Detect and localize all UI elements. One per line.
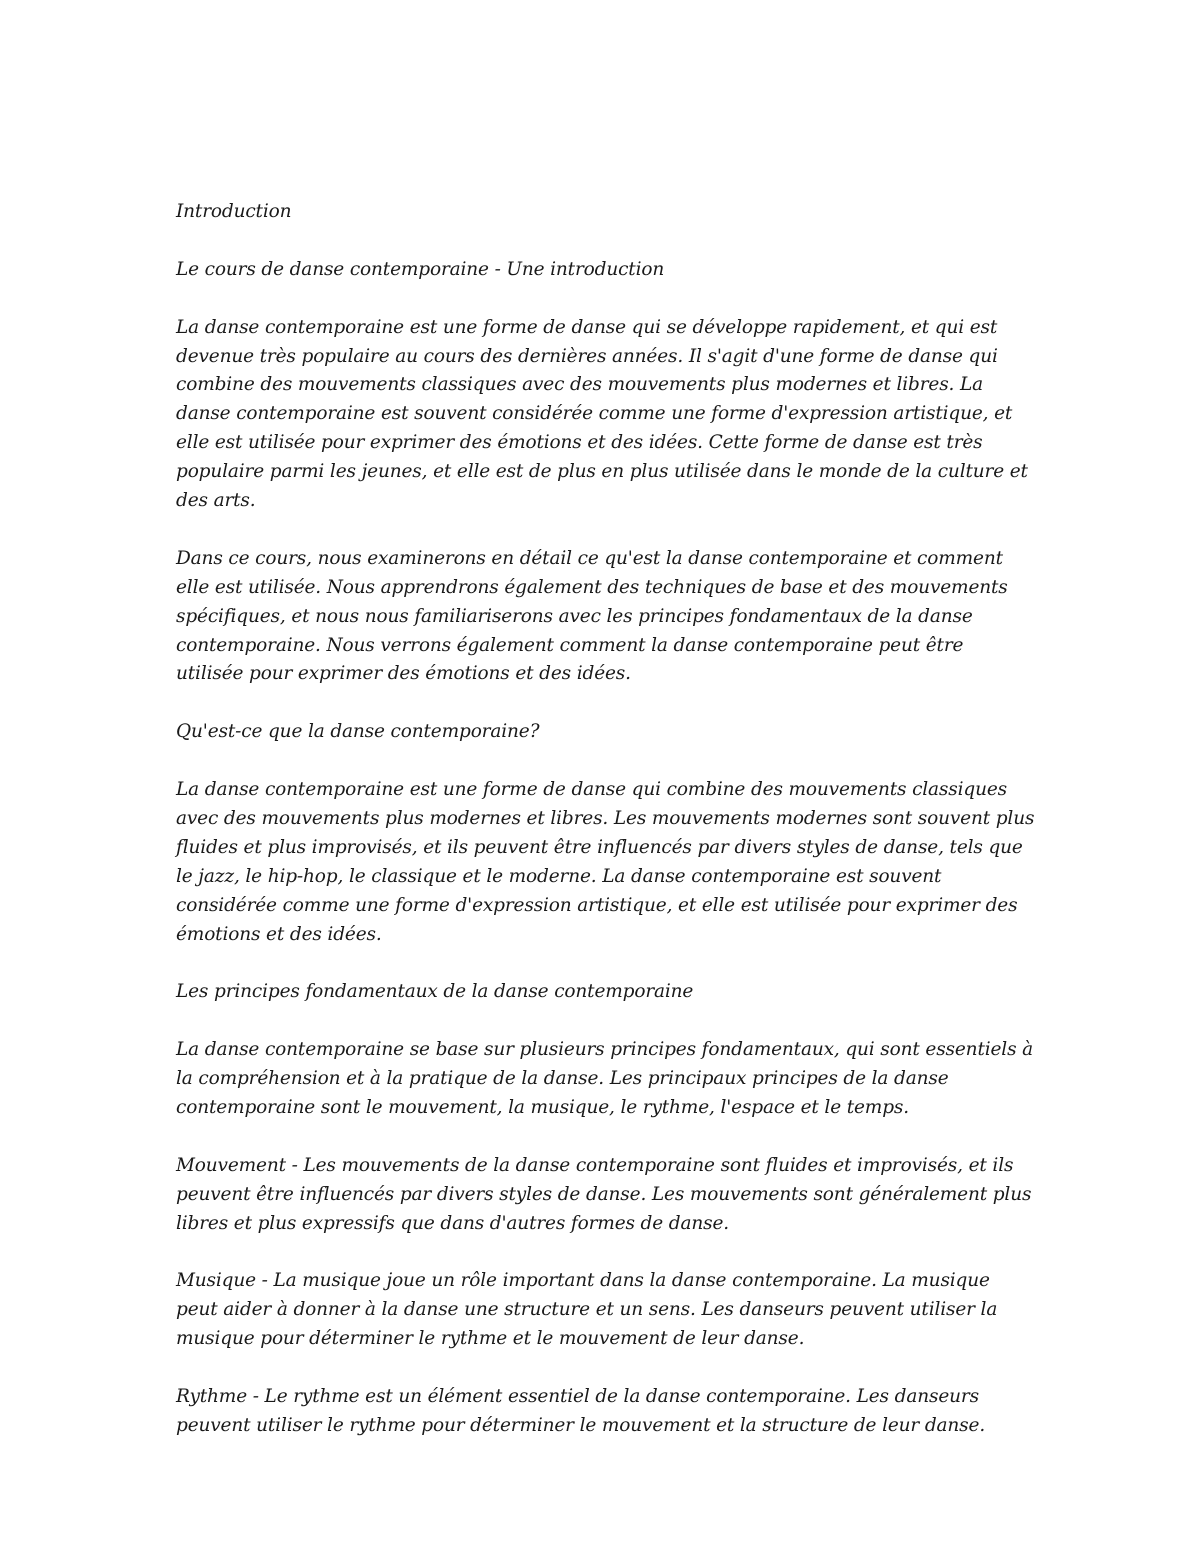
paragraph-principles: La danse contemporaine se base sur plusieurs principes fondamentaux, qui sont essentiels à la compréhension et à la pratique de la danse. Les principaux principes de la danse contemporaine sont le mouvement, la musique, le rythme, l'espace et le temps. [176,1039,1034,1118]
paragraph-rhythm: Rythme - Le rythme est un élément essentiel de la danse contemporaine. Les danseurs peuvent utiliser le rythme pour déterminer le mouvement et la structure de leur danse. [176,1386,986,1436]
section-heading-what-is: Qu'est-ce que la danse contemporaine? [176,721,540,743]
paragraph-course-overview: Dans ce cours, nous examinerons en détail ce qu'est la danse contemporaine et comment elle est utilisée. Nous apprendrons également des techniques de base et des mouvements spécifiques, et nous nous familiariserons avec les principes fondamentaux de la danse contemporaine. Nous verrons également comment la danse contemporaine peut être utilisée pour exprimer des émotions et des idées. [176,547,1008,685]
paragraph-music: Musique - La musique joue un rôle important dans la danse contemporaine. La musique peut aider à donner à la danse une structure et un sens. Les danseurs peuvent utiliser la musique pour déterminer le rythme et le mouvement de leur danse. [176,1270,998,1350]
course-title: Le cours de danse contemporaine - Une introduction [176,258,665,280]
paragraph-definition: La danse contemporaine est une forme de danse qui combine des mouvements classiques avec des mouvements plus modernes et libres. Les mouvements modernes sont souvent plus fluides et plus improvisés, et ils peuvent être influencés par divers styles de danse, tels que le jazz, le hip-hop, le classique et le moderne. La danse contemporaine est souvent considérée comme une forme d'expression artistique, et elle est utilisée pour exprimer des émotions et des idées. [176,779,1035,945]
document-body [176,198,1036,1470]
section-heading-principles: Les principes fondamentaux de la danse contemporaine [176,981,694,1003]
paragraph-intro: La danse contemporaine est une forme de danse qui se développe rapidement, et qui est devenue très populaire au cours des dernières années. Il s'agit d'une forme de danse qui combine des mouvements classiques avec des mouvements plus modernes et libres. La danse contemporaine est souvent considérée comme une forme d'expression artistique, et elle est utilisée pour exprimer des émotions et des idées. Cette forme de danse est très populaire parmi les jeunes, et elle est de plus en plus utilisée dans le monde de la culture et des arts. [176,316,1028,512]
section-heading-introduction: Introduction [176,201,292,222]
paragraph-movement: Mouvement - Les mouvements de la danse contemporaine sont fluides et improvisés, et ils peuvent être influencés par divers styles de danse. Les mouvements sont généralement plus libres et plus expressifs que dans d'autres formes de danse. [176,1154,1032,1234]
